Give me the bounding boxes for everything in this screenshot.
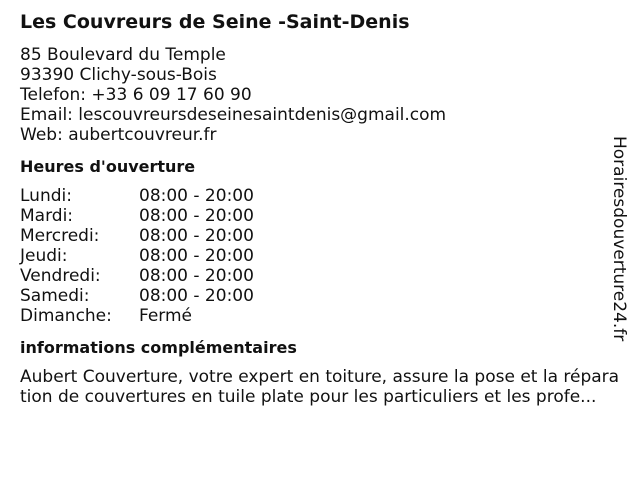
site-watermark: Horairesdouverture24.fr (609, 136, 629, 342)
hours-row-mardi (20, 206, 620, 226)
day-label: Lundi: (20, 186, 72, 206)
time-value: 08:00 - 20:00 (139, 266, 254, 286)
time-value: Fermé (139, 306, 193, 326)
day-label: Samedi: (20, 286, 90, 306)
web-line: Web: aubertcouvreur.fr (20, 125, 217, 145)
hours-title: Heures d'ouverture (20, 157, 196, 176)
business-card (20, 10, 620, 407)
hours-row-lundi (20, 186, 620, 206)
phone-line: Telefon: +33 6 09 17 60 90 (20, 85, 252, 105)
info-title: informations complémentaires (20, 338, 297, 357)
email-line: Email: lescouvreursdeseinesaintdenis@gmail.com (20, 105, 447, 125)
day-label: Mercredi: (20, 226, 100, 246)
business-name: Les Couvreurs de Seine -Saint-Denis (20, 11, 410, 33)
hours-row-vendredi (20, 266, 620, 286)
hours-table (20, 186, 620, 326)
hours-row-jeudi (20, 246, 620, 266)
day-label: Vendredi: (20, 266, 101, 286)
address-line-1: 85 Boulevard du Temple (20, 45, 226, 65)
time-value: 08:00 - 20:00 (139, 286, 254, 306)
time-value: 08:00 - 20:00 (139, 206, 254, 226)
day-label: Dimanche: (20, 306, 112, 326)
hours-row-mercredi (20, 226, 620, 246)
time-value: 08:00 - 20:00 (139, 246, 254, 266)
time-value: 08:00 - 20:00 (139, 186, 254, 206)
info-text: Aubert Couverture, votre expert en toiture, assure la pose et la réparation de couvertures en tuile plate pour les particuliers et les profe... (20, 367, 620, 407)
address-line-2: 93390 Clichy-sous-Bois (20, 65, 217, 85)
time-value: 08:00 - 20:00 (139, 226, 254, 246)
hours-row-samedi (20, 286, 620, 306)
day-label: Mardi: (20, 206, 74, 226)
day-label: Jeudi: (20, 246, 68, 266)
hours-row-dimanche (20, 306, 620, 326)
